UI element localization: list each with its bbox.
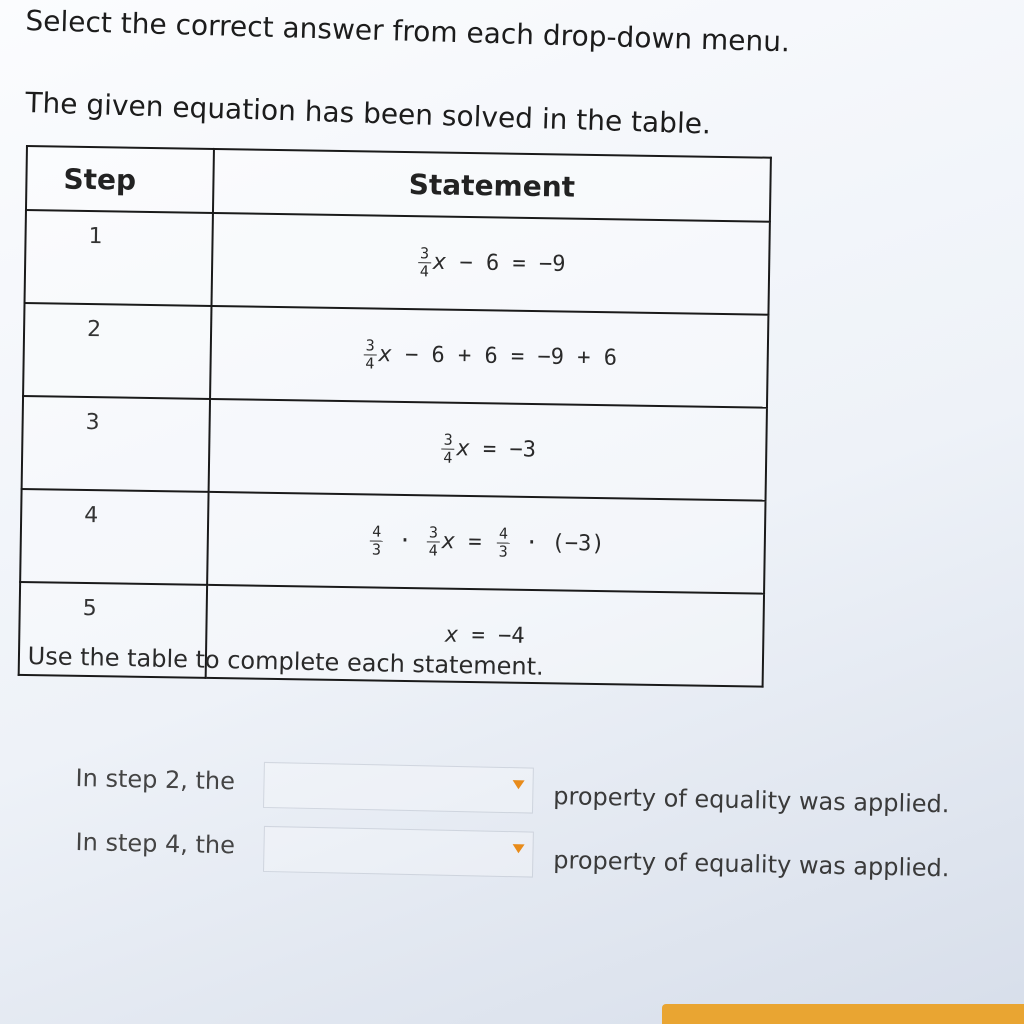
step-number: 5 (19, 582, 207, 678)
fraction: $\frac{3}{4}$ (443, 430, 453, 467)
fraction: $\frac{3}{4}$ (365, 336, 375, 373)
step-number: 3 (22, 396, 210, 492)
step-number: 2 (23, 303, 211, 399)
fraction: $\frac{4}{3}$ (498, 524, 509, 561)
table-row (20, 489, 765, 594)
header-step: Step (26, 146, 214, 213)
question-prefix: In step 4, the (75, 827, 236, 860)
step-number: 4 (20, 489, 208, 585)
statement-step-1: $\frac{3}{4}$ x − 6 = −9 (211, 213, 769, 315)
solution-table (18, 145, 772, 688)
step-4-property-dropdown[interactable] (263, 826, 534, 878)
table-row (22, 396, 767, 501)
question-step-4 (75, 822, 1006, 891)
fraction: $\frac{3}{4}$ (419, 244, 430, 281)
instruction-equation-solved: The given equation has been solved in the table. (24, 86, 712, 141)
instruction-select: Select the correct answer from each drop-down menu. (25, 4, 791, 59)
next-button[interactable] (662, 1004, 1024, 1024)
question-suffix: property of equality was applied. (553, 782, 950, 819)
fraction: $\frac{3}{4}$ (428, 523, 439, 560)
table-row (23, 303, 768, 408)
table-row (25, 210, 770, 315)
prompt-text: Use the table to complete each statement. (27, 642, 544, 681)
statement-step-4: $\frac{4}{3}$ · $\frac{3}{4}$ x = $\frac{4}{3}$ · (−3) (207, 492, 765, 594)
chevron-down-icon[interactable] (512, 780, 524, 789)
question-suffix: property of equality was applied. (553, 846, 950, 883)
chevron-down-icon[interactable] (512, 844, 524, 853)
header-statement: Statement (213, 149, 771, 222)
statement-step-5: x = −4 (206, 585, 764, 687)
step-number: 1 (25, 210, 213, 306)
question-prefix: In step 2, the (75, 763, 236, 796)
fraction: $\frac{4}{3}$ (371, 522, 382, 559)
step-2-property-dropdown[interactable] (263, 762, 534, 814)
statement-step-3: $\frac{3}{4}$ x = −3 (209, 399, 767, 501)
statement-step-2: $\frac{3}{4}$ x − 6 + 6 = −9 + 6 (210, 306, 768, 408)
table-header-row (26, 146, 771, 222)
question-step-2 (75, 758, 1006, 827)
